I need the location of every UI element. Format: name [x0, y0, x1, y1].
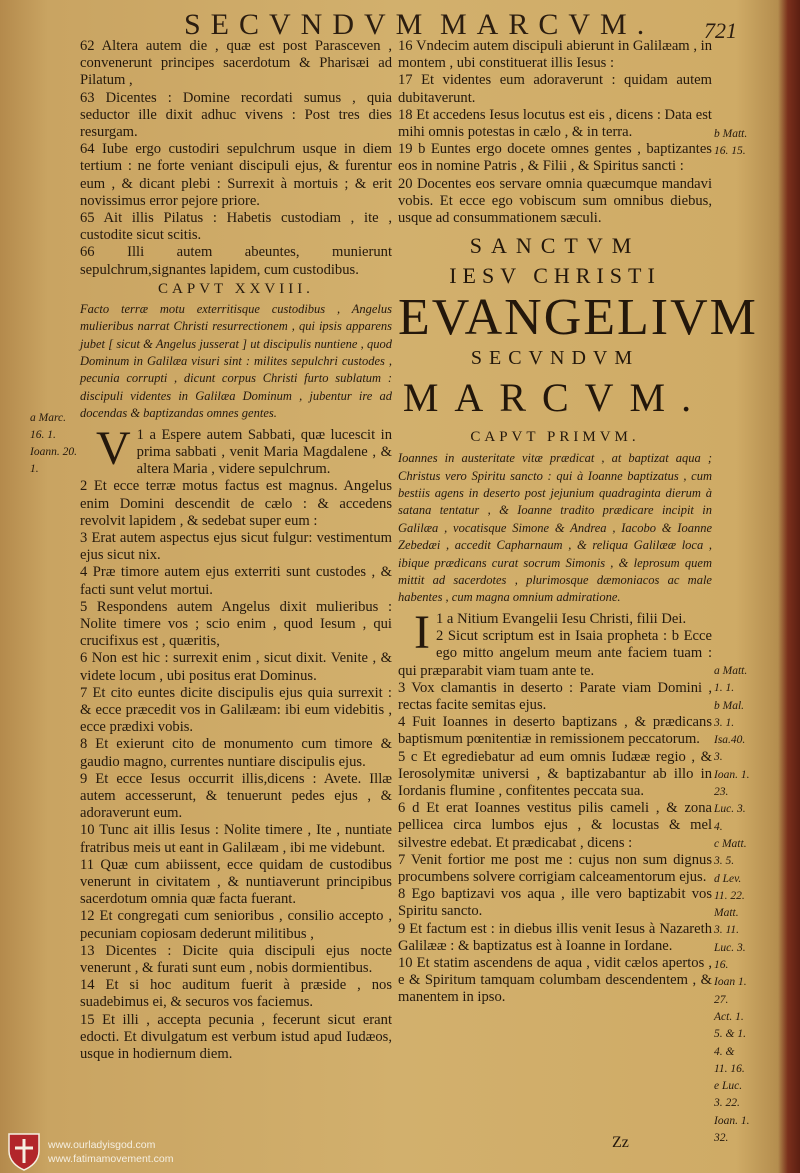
- page-number: 721: [704, 18, 737, 43]
- title-line: SECVNDVM: [470, 347, 640, 370]
- title-line: SANCTVM: [469, 233, 641, 259]
- verse: 10 Et statim ascendens de aqua , vidit cælos apertos , e & Spiritum tamquam columbam descendentem , & manentem in ipso.: [398, 954, 712, 1006]
- verse: 2 Et ecce terræ motus factus est magnus. Angelus enim Domini descendit de cælo : & accedens revolvit lapidem , & sedebat super eum :: [80, 478, 392, 529]
- margin-note: b Matt.: [714, 128, 748, 140]
- running-head-right: MARCVM.: [440, 8, 655, 41]
- verse-1-block: [80, 421, 392, 479]
- verse: 17 Et videntes eum adoraverunt : quidam autem dubitaverunt.: [398, 72, 712, 106]
- left-margin-notes: [30, 410, 78, 478]
- verse: 5 c Et egrediebatur ad eum omnis Iudææ regio , & Ierosolymitæ universi , & baptizabantur ab illo in Iordanis flumine , confitentes peccata sua.: [398, 748, 712, 799]
- verse: 6 d Et erat Ioannes vestitus pilis cameli , & zona pellicea circa lumbos ejus , & locustas & mel silvestre edebat. Et prædicabat , dicens :: [398, 800, 712, 851]
- margin-note: 3. 11.: [714, 924, 740, 937]
- margin-note: 3. 22.: [714, 1097, 740, 1110]
- right-margin-notes-bottom: [714, 663, 774, 1147]
- margin-note: Act. 1.: [714, 1010, 744, 1023]
- margin-note: 3. 1.: [714, 716, 735, 729]
- verse: 9 Et factum est : in diebus illis venit Iesus à Nazareth Galilææ : & baptizatus est à Ioanne in Iordane.: [398, 920, 712, 954]
- right-margin-notes-top: [714, 126, 774, 161]
- drop-capital: I: [414, 605, 430, 659]
- margin-note: 4.: [714, 820, 723, 833]
- margin-note: Ioan. 1.: [714, 1114, 750, 1127]
- chapter-heading: CAPVT XXVIII.: [158, 280, 314, 297]
- verse: 4 Fuit Ioannes in deserto baptizans , & prædicans baptismum pœnitentiæ in remissionem peccatorum.: [398, 714, 712, 748]
- margin-note: 1. 1.: [714, 682, 735, 695]
- title-line: IESV CHRISTI: [449, 263, 661, 289]
- verse: 3 Erat autem aspectus ejus sicut fulgur: vestimentum ejus sicut nix.: [80, 529, 392, 564]
- left-column: [80, 38, 392, 1063]
- margin-note: 11. 16.: [714, 1062, 745, 1075]
- verse: 65 Ait illis Pilatus : Habetis custodiam , ite , custodite sicut scitis.: [80, 210, 392, 244]
- verse: 12 Et congregati cum senioribus , consilio accepto , pecuniam copiosam dederunt militibus ,: [80, 908, 392, 942]
- running-head-left: SECVNDVM: [184, 8, 433, 41]
- verse: [398, 611, 712, 628]
- verse: 14 Et si hoc auditum fuerit à præside , nos suadebimus ei, & securos vos faciemus.: [80, 977, 392, 1011]
- verse-number: 1 a: [435, 610, 454, 627]
- margin-note: a Marc. 16. 1.: [30, 412, 66, 441]
- margin-note: Luc. 3.: [714, 803, 746, 816]
- margin-note: Ioan 1.: [714, 976, 747, 989]
- margin-note: a Matt.: [714, 665, 748, 677]
- verse: 11 Quæ cum abiissent, ecce quidam de custodibus venerunt in civitatem , & nuntiaverunt principibus sacerdotum omnia quæ facta fuerant.: [80, 856, 392, 908]
- verse-text: Nitium Evangelii Iesu Christi, filii Dei.: [457, 610, 687, 627]
- margin-note: 23.: [714, 786, 729, 799]
- margin-note: 27.: [714, 993, 729, 1006]
- title-line: MARCVM.: [402, 375, 708, 421]
- drop-capital: V: [96, 421, 131, 475]
- signature-mark: Zz: [612, 1134, 629, 1151]
- shield-seal-icon: [6, 1131, 42, 1171]
- verse: 8 Et exierunt cito de monumento cum timore & gaudio magno, currentes nuntiare discipulis ejus.: [80, 736, 392, 770]
- verse: 4 Præ timore autem ejus exterriti sunt custodes , & facti sunt velut mortui.: [80, 564, 392, 598]
- verse-number: 1 a: [136, 426, 156, 443]
- margin-note: Ioan. 1.: [714, 768, 750, 781]
- verse: 63 Dicentes : Domine recordati sumus , quia seductor ille dixit adhuc vivens : Post tres dies resurgam.: [80, 89, 392, 141]
- footer-credits: [0, 1127, 800, 1173]
- verse-text: Espere autem Sabbati, quæ lucescit in prima sabbati , venit Maria Magdalene , & altera Maria , videre sepulchrum.: [136, 426, 392, 478]
- margin-note: Ioann. 20. 1.: [30, 446, 77, 475]
- verse: 62 Altera autem die , quæ est post Parasceven , convenerunt principes sacerdotum & Pharisæi ad Pilatum ,: [80, 38, 392, 89]
- verse: 5 Respondens autem Angelus dixit mulieribus : Nolite timere vos ; scio enim , quod Iesum , qui crucifixus est , quæritis,: [80, 598, 392, 650]
- chapter-heading: CAPVT PRIMVM.: [470, 429, 640, 446]
- verse: 64 Iube ergo custodiri sepulchrum usque in diem tertium : ne forte veniant discipuli ejus, & furentur eum , & dicant plebi : Surrexit à mortuis ; & erit novissimus error pejore priore.: [80, 141, 392, 209]
- margin-note: 32.: [714, 1132, 729, 1145]
- chapter-summary: Facto terræ motu exterritisque custodibus , Angelus mulieribus narrat Christi resurrectionem , qui ipsis apparens jubet [ sicut & Angelus jusserat ] ut discipulis nuntiene , quod Dominum in Galilæa visuri sint : milites sepulchri custodes , pecunia corrupti , dicunt corpus Christi furto sublatum : discipuli videntes in Galilæa Dominum , jubentur ire ad docendas & baptizandas omnes gentes.: [80, 301, 392, 421]
- verse: 7 Venit fortior me post me : cujus non sum dignus procumbens solvere corrigiam calceamentorum ejus.: [398, 851, 712, 885]
- verse: 19 b Euntes ergo docete omnes gentes , baptizantes eos in nomine Patris , & Filii , & Spiritus sancti :: [398, 141, 712, 175]
- margin-note: 16. 15.: [714, 145, 746, 158]
- verse: 8 Ego baptizavi vos aqua , ille vero baptizabit vos Spiritu sancto.: [398, 886, 712, 920]
- website-credit[interactable]: www.ourladyisgod.com: [48, 1139, 156, 1151]
- verse: 6 Non est hic : surrexit enim , sicut dixit. Venite , & videte locum , ubi positus erat Dominus.: [80, 650, 392, 684]
- verse: 13 Dicentes : Dicite quia discipuli ejus nocte venerunt , & furati sunt eum , nobis dormientibus.: [80, 942, 392, 976]
- verse: 66 Illi autem abeuntes, munierunt sepulchrum,signantes lapidem, cum custodibus.: [80, 244, 392, 278]
- verse: 10 Tunc ait illis Iesus : Nolite timere , Ite , nuntiate fratribus meis ut eant in Galilæam , ibi me videbunt.: [80, 822, 392, 856]
- verse: 20 Docentes eos servare omnia quæcumque mandavi vobis. Et ecce ego vobiscum sum omnibus diebus, usque ad consummationem sæculi.: [398, 175, 712, 227]
- verse: 9 Et ecce Iesus occurrit illis,dicens : Avete. Illæ autem accesserunt, & tenuerunt pedes ejus , & adoraverunt eum.: [80, 770, 392, 822]
- margin-note: c Matt.: [714, 837, 747, 850]
- margin-note: e Luc.: [714, 1080, 743, 1093]
- margin-note: b Mal.: [714, 699, 745, 712]
- margin-note: Matt.: [714, 907, 739, 920]
- gospel-title: [398, 233, 758, 446]
- verse: 18 Et accedens Iesus locutus est eis , dicens : Data est mihi omnis potestas in cælo , & in terra.: [398, 106, 712, 141]
- verse: 7 Et cito euntes dicite discipulis ejus quia surrexit : & ecce præcedit vos in Galilæam: ibi eum videbitis , ecce prædixi vobis.: [80, 684, 392, 736]
- title-line: EVANGELIVM: [398, 289, 758, 347]
- margin-note: Luc. 3.: [714, 941, 746, 954]
- website-credit[interactable]: www.fatimamovement.com: [48, 1153, 174, 1165]
- verse: 16 Vndecim autem discipuli abierunt in Galilæam , in montem , ubi constituerat illis Iesus :: [398, 38, 712, 72]
- margin-note: 11. 22.: [714, 889, 745, 902]
- margin-note: Isa.40.: [714, 734, 746, 747]
- verse: 3 Vox clamantis in deserto : Parate viam Domini , rectas facite semitas ejus.: [398, 679, 712, 713]
- margin-note: 3.: [714, 751, 723, 764]
- margin-note: 3. 5.: [714, 855, 735, 868]
- margin-note: 4. &: [714, 1045, 735, 1058]
- verse: 15 Et illi , accepta pecunia , fecerunt sicut erant edocti. Et divulgatum est verbum istud apud Iudæos, usque in hodiernum diem.: [80, 1011, 392, 1062]
- chapter-summary: Ioannes in austeritate vitæ prædicat , at baptizat aqua ; Christus vero Spiritu sancto : qui à Ioanne baptizatus , cum bestiis agens in deserto post jejunium quadraginta dierum à satana tentatur , & Ioanne tradito prædicare incipit in Galilæa , vocatisque Simone & Andrea , Iacobo & Ioanne Zebedæi , accedit Capharnaum , & reliqua Galilææ loca , ibique prædicans curat socrum Simonis , & leprosum quem mittit ad sacerdotes , plurimosque dæmoniacos ac male habentes , cum magna omnium admiratione.: [398, 451, 712, 605]
- verse: 2 Sicut scriptum est in Isaia propheta : b Ecce ego mitto angelum meum ante faciem tuam : qui præparabit viam tuam ante te.: [398, 628, 712, 679]
- margin-note: d Lev.: [714, 872, 742, 885]
- margin-note: 16.: [714, 959, 729, 972]
- margin-note: 5. & 1.: [714, 1028, 746, 1041]
